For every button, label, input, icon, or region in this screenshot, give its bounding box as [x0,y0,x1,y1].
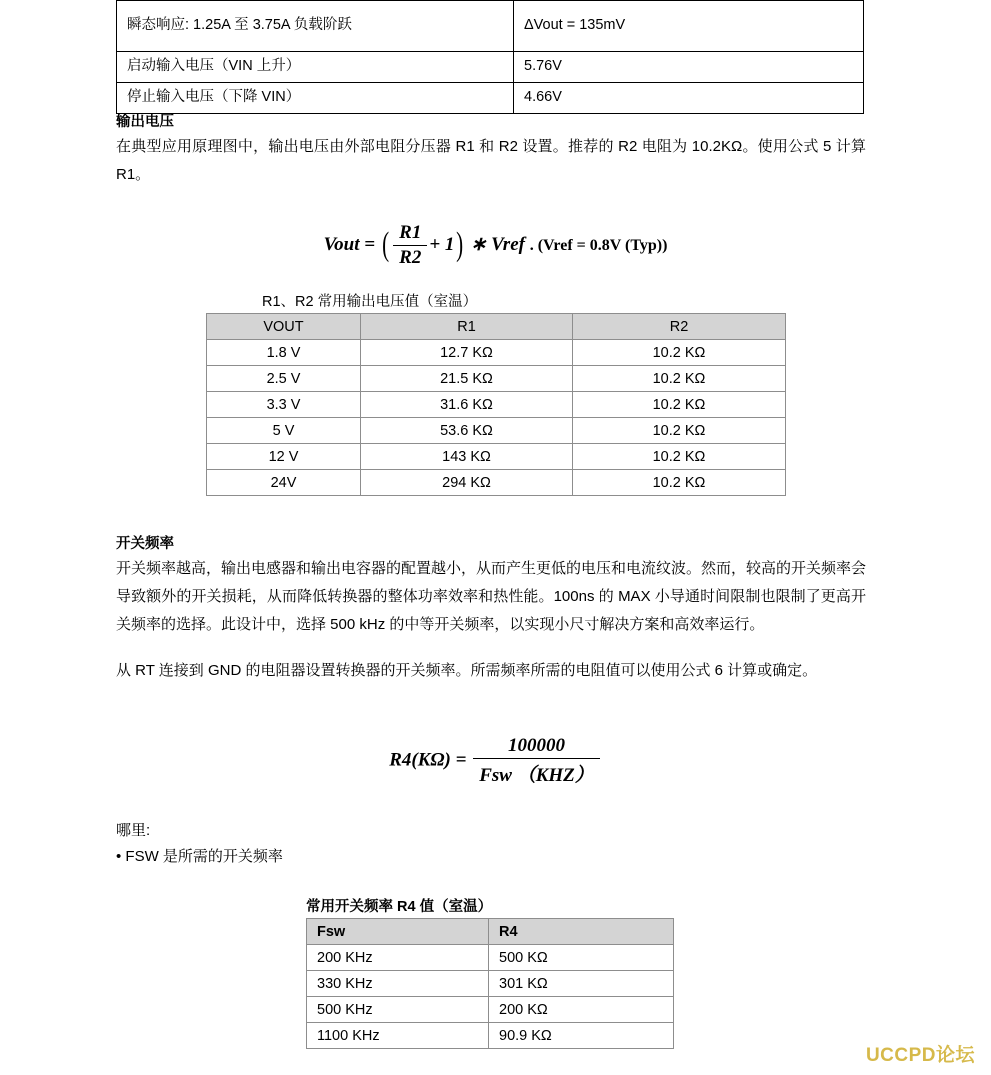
cell-r4: 500 KΩ [489,945,674,971]
cell-r4: 90.9 KΩ [489,1023,674,1049]
formula-r4 [0,735,991,787]
cell-r2: 10.2 KΩ [573,340,786,366]
label-where: 哪里: [116,822,151,839]
paren-close: ) [456,226,464,264]
cell-fsw: 500 KHz [307,997,489,1023]
watermark-text: UCCPD论坛 [865,1045,975,1066]
table-row [207,340,786,366]
r1-r2-table [206,313,786,496]
fraction-r1-r2 [393,222,427,269]
table-header-row [307,919,674,945]
table-header-row [207,314,786,340]
cell-vout: 24V [207,470,361,496]
fraction-denominator: Fsw （KHZ） [479,765,594,786]
caption-r1-r2-table: R1、R2 常用输出电压值（室温） [262,294,478,310]
table-row [207,392,786,418]
cell-r2: 10.2 KΩ [573,418,786,444]
spec-label: 瞬态响应: 1.25A 至 3.75A 负载阶跃 [117,1,514,52]
table-row [117,52,864,83]
fraction-numerator: 100000 [473,735,600,759]
column-header-vout: VOUT [207,314,361,340]
table-row [117,83,864,114]
formula-lhs: Vout = [323,233,376,255]
table-row [307,997,674,1023]
spec-label: 停止输入电压（下降 VIN） [117,83,514,114]
table-row [207,366,786,392]
table-row [307,945,674,971]
column-header-fsw: Fsw [307,919,489,945]
cell-r4: 301 KΩ [489,971,674,997]
formula-plus-one: + 1 [429,233,455,255]
caption-fsw-r4-table: 常用开关频率 R4 值（室温） [306,899,493,915]
spec-table [116,0,864,114]
cell-vout: 12 V [207,444,361,470]
heading-output-voltage: 输出电压 [116,114,174,130]
cell-r1: 21.5 KΩ [361,366,573,392]
cell-r2: 10.2 KΩ [573,470,786,496]
spec-label: 启动输入电压（VIN 上升） [117,52,514,83]
cell-r2: 10.2 KΩ [573,444,786,470]
paragraph-output-voltage: 在典型应用原理图中，输出电压由外部电阻分压器 R1 和 R2 设置。推荐的 R2 电阻为 10.2KΩ。使用公式 5 计算 R1。 [116,138,866,183]
cell-r2: 10.2 KΩ [573,366,786,392]
formula-rhs: ∗ Vref [470,233,525,255]
cell-r1: 294 KΩ [361,470,573,496]
cell-vout: 2.5 V [207,366,361,392]
column-header-r4: R4 [489,919,674,945]
cell-vout: 3.3 V [207,392,361,418]
cell-r4: 200 KΩ [489,997,674,1023]
paragraph-switching-frequency-2: 从 RT 连接到 GND 的电阻器设置转换器的开关频率。所需频率所需的电阻值可以使用公式 6 计算或确定。 [116,662,818,679]
table-row [207,444,786,470]
cell-fsw: 200 KHz [307,945,489,971]
table-row [307,1023,674,1049]
table-row [117,1,864,52]
bullet-fsw: • FSW 是所需的开关频率 [116,848,283,865]
cell-vout: 5 V [207,418,361,444]
table-row [307,971,674,997]
cell-r1: 53.6 KΩ [361,418,573,444]
cell-r2: 10.2 KΩ [573,392,786,418]
heading-switching-frequency: 开关频率 [116,536,174,552]
table-row [207,470,786,496]
formula-vout [0,222,991,269]
paren-open: ( [381,226,390,264]
spec-value: 4.66V [514,83,864,114]
fraction-numerator: R1 [393,222,427,246]
cell-r1: 12.7 KΩ [361,340,573,366]
paragraph-switching-frequency-1: 开关频率越高，输出电感器和输出电容器的配置越小，从而产生更低的电压和电流纹波。然而，较高的开关频率会导致额外的开关损耗，从而降低转换器的整体功率效率和热性能。100ns 的 MAX 小导通时间限制也限制了更高开关频率的选择。此设计中，选择 500 kHz 的中等开关频率，以实现小尺寸解决方案和高效率运行。 [116,560,867,633]
fraction-denominator: R2 [399,247,422,268]
fsw-r4-table [306,918,674,1049]
spec-value: 5.76V [514,52,864,83]
column-header-r2: R2 [573,314,786,340]
formula-note: . (Vref = 0.8V (Typ)) [529,236,668,254]
spec-value: ΔVout = 135mV [514,1,864,52]
cell-r1: 143 KΩ [361,444,573,470]
formula-lhs: R4(KΩ) = [389,749,467,771]
fraction-r4 [473,735,600,787]
column-header-r1: R1 [361,314,573,340]
cell-fsw: 330 KHz [307,971,489,997]
cell-r1: 31.6 KΩ [361,392,573,418]
cell-vout: 1.8 V [207,340,361,366]
cell-fsw: 1100 KHz [307,1023,489,1049]
table-row [207,418,786,444]
